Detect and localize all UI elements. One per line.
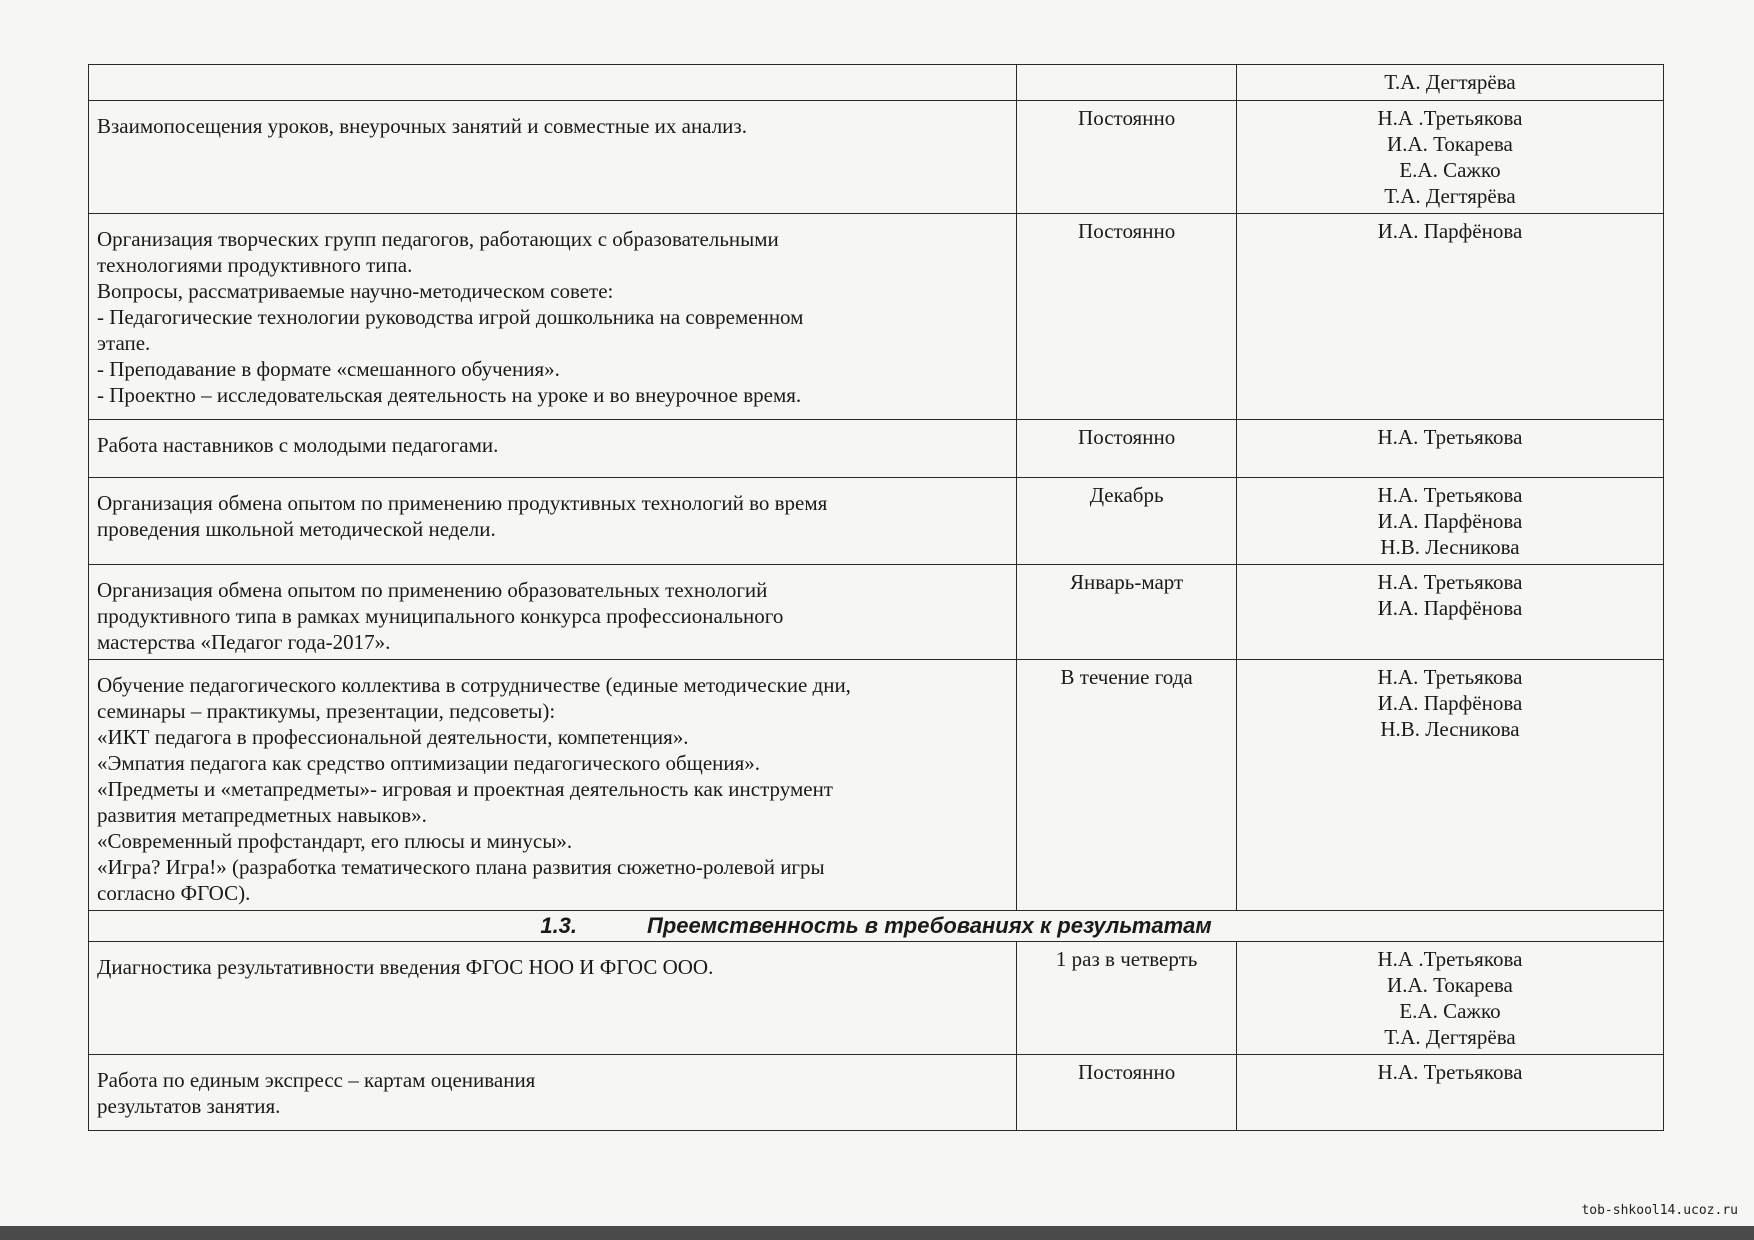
site-watermark: tob-shkool14.ucoz.ru (1581, 1203, 1738, 1218)
table-row (89, 660, 1664, 911)
table-row (89, 101, 1664, 214)
responsible-person: Т.А. Дегтярёва (1384, 1025, 1516, 1049)
task-line: проведения школьной методической недели. (97, 517, 496, 541)
responsible-person: И.А. Парфёнова (1377, 691, 1523, 715)
plan-table (88, 64, 1664, 1131)
task-cell (89, 565, 1017, 660)
responsible-person: Н.А. Третьякова (1377, 570, 1523, 594)
task-line: этапе. (97, 331, 151, 355)
table-row (89, 214, 1664, 420)
responsible-person: И.А. Токарева (1387, 973, 1513, 997)
task-line: Организация обмена опытом по применению образовательных технологий (97, 578, 768, 602)
task-line: Организация творческих групп педагогов, работающих с образовательными (97, 227, 779, 251)
responsible-person: Н.А. Третьякова (1377, 1060, 1523, 1084)
responsible-cell (1236, 101, 1663, 214)
responsible-person: Н.А. Третьякова (1377, 425, 1523, 449)
responsible-person: И.А. Парфёнова (1377, 596, 1523, 620)
deadline-cell (1017, 478, 1237, 565)
task-line: - Проектно – исследовательская деятельность на уроке и во внеурочное время. (97, 383, 802, 407)
table-row (89, 420, 1664, 478)
task-line: Вопросы, рассматриваемые научно-методическом совете: (97, 279, 614, 303)
plan-table-body-bottom (89, 942, 1664, 1131)
deadline-text: Декабрь (1089, 483, 1164, 507)
deadline-text: Январь-март (1070, 570, 1184, 594)
task-line: развития метапредметных навыков». (97, 803, 427, 827)
task-cell (89, 942, 1017, 1055)
section-number: 1.3. (540, 913, 578, 938)
task-line: результатов занятия. (97, 1094, 281, 1118)
responsible-person: Н.А .Третьякова (1377, 947, 1523, 971)
table-row (89, 65, 1664, 101)
task-line: мастерства «Педагог года-2017». (97, 630, 391, 654)
responsible-person: Н.А .Третьякова (1377, 106, 1523, 130)
task-line: продуктивного типа в рамках муниципального конкурса профессионального (97, 604, 784, 628)
responsible-cell (1236, 478, 1663, 565)
task-line: - Преподавание в формате «смешанного обучения». (97, 357, 560, 381)
responsible-person: Н.В. Лесникова (1380, 717, 1520, 741)
responsible-cell (1236, 65, 1663, 101)
task-line: согласно ФГОС). (97, 881, 251, 905)
table-row (89, 478, 1664, 565)
deadline-text: Постоянно (1078, 106, 1176, 130)
responsible-cell (1236, 1055, 1663, 1131)
task-line: «Современный профстандарт, его плюсы и минусы». (97, 829, 573, 853)
responsible-cell (1236, 214, 1663, 420)
task-cell (89, 660, 1017, 911)
task-cell (89, 214, 1017, 420)
deadline-text: Постоянно (1078, 219, 1176, 243)
task-line: «Предметы и «метапредметы»- игровая и проектная деятельность как инструмент (97, 777, 833, 801)
responsible-person: Н.В. Лесникова (1380, 535, 1520, 559)
section-header-cell (89, 911, 1664, 942)
deadline-text: Постоянно (1078, 1060, 1176, 1084)
responsible-cell (1236, 420, 1663, 478)
responsible-cell (1236, 942, 1663, 1055)
deadline-text: Постоянно (1078, 425, 1176, 449)
task-line: Работа по единым экспресс – картам оценивания (97, 1068, 536, 1092)
responsible-person: Т.А. Дегтярёва (1384, 70, 1516, 94)
task-line: Работа наставников с молодыми педагогами. (97, 433, 499, 457)
responsible-person: Е.А. Сажко (1399, 999, 1501, 1023)
scan-edge (0, 1226, 1754, 1240)
responsible-cell (1236, 660, 1663, 911)
task-line: Организация обмена опытом по применению продуктивных технологий во время (97, 491, 828, 515)
deadline-text: 1 раз в четверть (1055, 947, 1198, 971)
deadline-cell (1017, 1055, 1237, 1131)
section-header-body (89, 911, 1664, 942)
task-cell (89, 65, 1017, 101)
deadline-cell (1017, 565, 1237, 660)
deadline-cell (1017, 214, 1237, 420)
task-line: «Эмпатия педагога как средство оптимизации педагогического общения». (97, 751, 761, 775)
section-title: Преемственность в требованиях к результатам (647, 913, 1212, 938)
responsible-cell (1236, 565, 1663, 660)
task-line: «Игра? Игра!» (разработка тематического плана развития сюжетно-ролевой игры (97, 855, 825, 879)
task-line: Взаимопосещения уроков, внеурочных занятий и совместные их анализ. (97, 114, 747, 138)
responsible-person: Т.А. Дегтярёва (1384, 184, 1516, 208)
table-row (89, 1055, 1664, 1131)
table-row (89, 565, 1664, 660)
deadline-text: В течение года (1060, 665, 1193, 689)
deadline-cell (1017, 420, 1237, 478)
task-line: технологиями продуктивного типа. (97, 253, 413, 277)
table-row (89, 942, 1664, 1055)
task-cell (89, 420, 1017, 478)
task-line: Диагностика результативности введения ФГОС НОО И ФГОС ООО. (97, 955, 714, 979)
deadline-cell (1017, 660, 1237, 911)
task-line: Обучение педагогического коллектива в сотрудничестве (единые методические дни, (97, 673, 851, 697)
responsible-person: И.А. Парфёнова (1377, 509, 1523, 533)
section-header-row (89, 911, 1664, 942)
responsible-person: И.А. Токарева (1387, 132, 1513, 156)
responsible-person: И.А. Парфёнова (1377, 219, 1523, 243)
task-cell (89, 478, 1017, 565)
plan-table-body-top (89, 65, 1664, 911)
task-cell (89, 101, 1017, 214)
deadline-cell (1017, 101, 1237, 214)
task-cell (89, 1055, 1017, 1131)
deadline-cell (1017, 65, 1237, 101)
deadline-cell (1017, 942, 1237, 1055)
task-line: «ИКТ педагога в профессиональной деятельности, компетенция». (97, 725, 689, 749)
responsible-person: Н.А. Третьякова (1377, 483, 1523, 507)
responsible-person: Н.А. Третьякова (1377, 665, 1523, 689)
responsible-person: Е.А. Сажко (1399, 158, 1501, 182)
task-line: семинары – практикумы, презентации, педсоветы): (97, 699, 556, 723)
task-line: - Педагогические технологии руководства игрой дошкольника на современном (97, 305, 804, 329)
